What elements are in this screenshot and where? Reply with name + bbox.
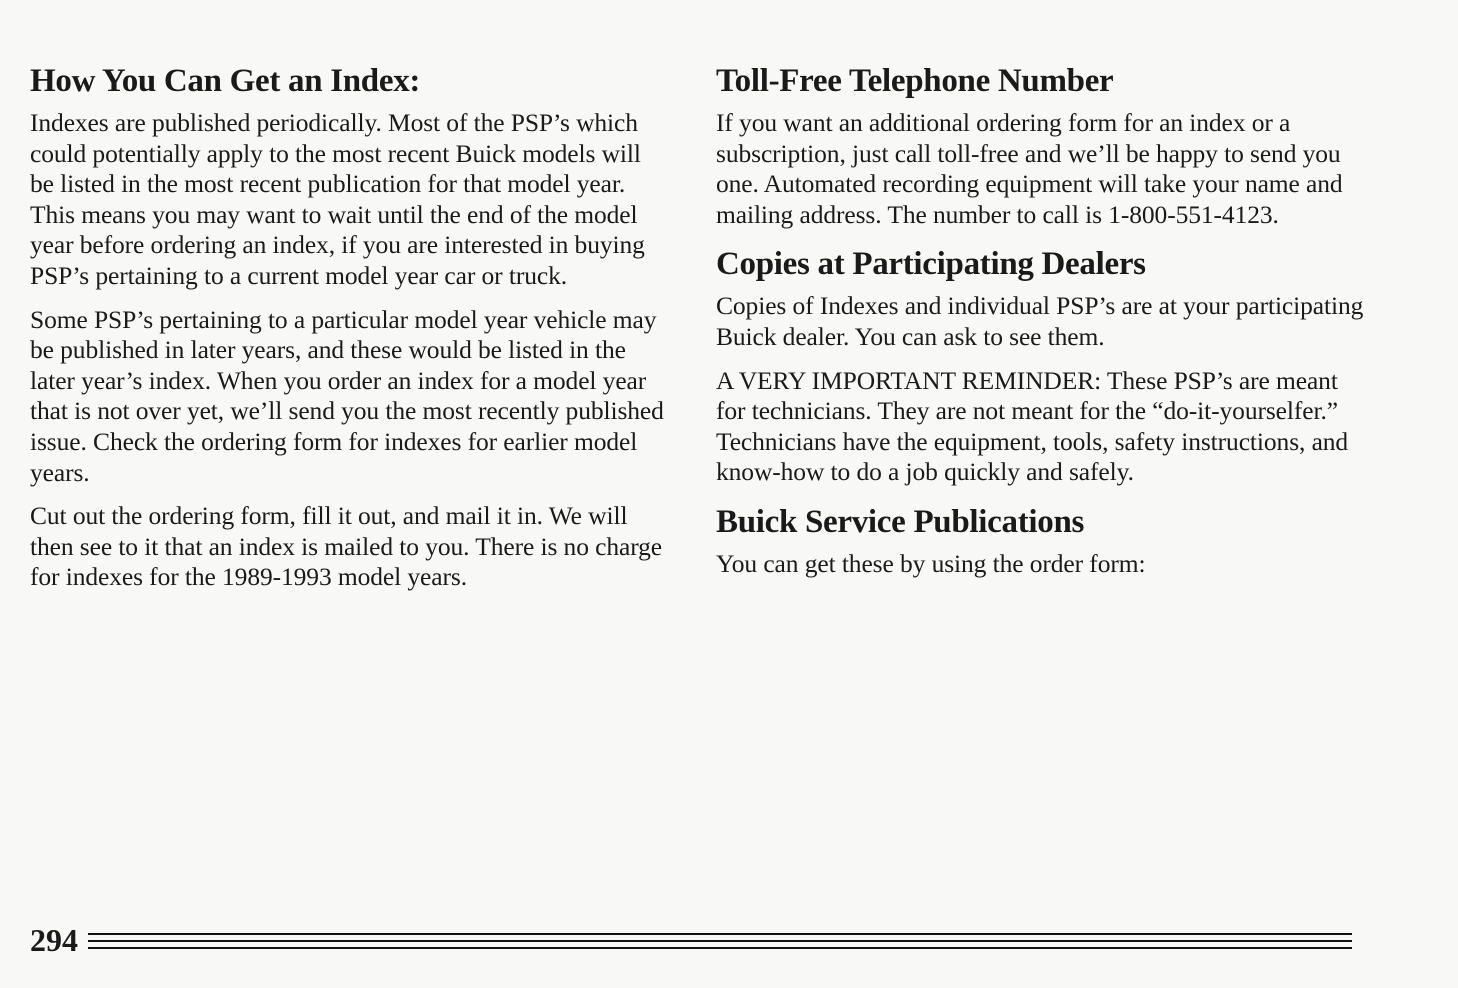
section-heading-dealers: Copies at Participating Dealers <box>716 246 1146 283</box>
footer-rule <box>88 940 1352 942</box>
page-number: 294 <box>30 922 78 958</box>
paragraph: Cut out the ordering form, fill it out, and mail it in. We will then see to it that an index is mailed to you. There is no charge for indexes for the 1989-1993 model years. <box>30 501 663 592</box>
footer-rule <box>88 933 1352 935</box>
paragraph: A VERY IMPORTANT REMINDER: These PSP’s are meant for technicians. They are not meant for the “do-it-yourselfer.” Technicians have the equipment, tools, safety instructions, and know-how to do a job quickly and safely. <box>716 365 1349 487</box>
paragraph: Copies of Indexes and individual PSP’s are at your participating Buick dealer. You can ask to see them. <box>716 291 1364 351</box>
page-footer <box>30 920 1352 960</box>
paragraph: If you want an additional ordering form for an index or a subscription, just call toll-free and we’ll be happy to send you one. Automated recording equipment will take your name and mailing address. The number to call is 1-800-551-4123. <box>716 108 1343 229</box>
section-heading-publications: Buick Service Publications <box>716 503 1085 540</box>
left-column <box>30 60 670 606</box>
footer-rule <box>88 947 1352 949</box>
paragraph: Some PSP’s pertaining to a particular model year vehicle may be published in later years, and these would be listed in the later year’s index. When you order an index for a model year that is not over yet, we’ll send you the most recently published issue. Check the ordering form for indexes for earlier model years. <box>30 304 664 487</box>
paragraph: You can get these by using the order form: <box>716 548 1146 578</box>
section-heading-get-index: How You Can Get an Index: <box>30 63 421 99</box>
paragraph: Indexes are published periodically. Most of the PSP’s which could potentially apply to the most recent Buick models will be listed in the most recent publication for that model year. This means you may want to wait until the end of the model year before ordering an index, if you are interested in buying PSP’s pertaining to a current model year car or truck. <box>30 108 645 290</box>
section-heading-toll-free: Toll-Free Telephone Number <box>716 63 1114 99</box>
right-column <box>716 60 1366 593</box>
